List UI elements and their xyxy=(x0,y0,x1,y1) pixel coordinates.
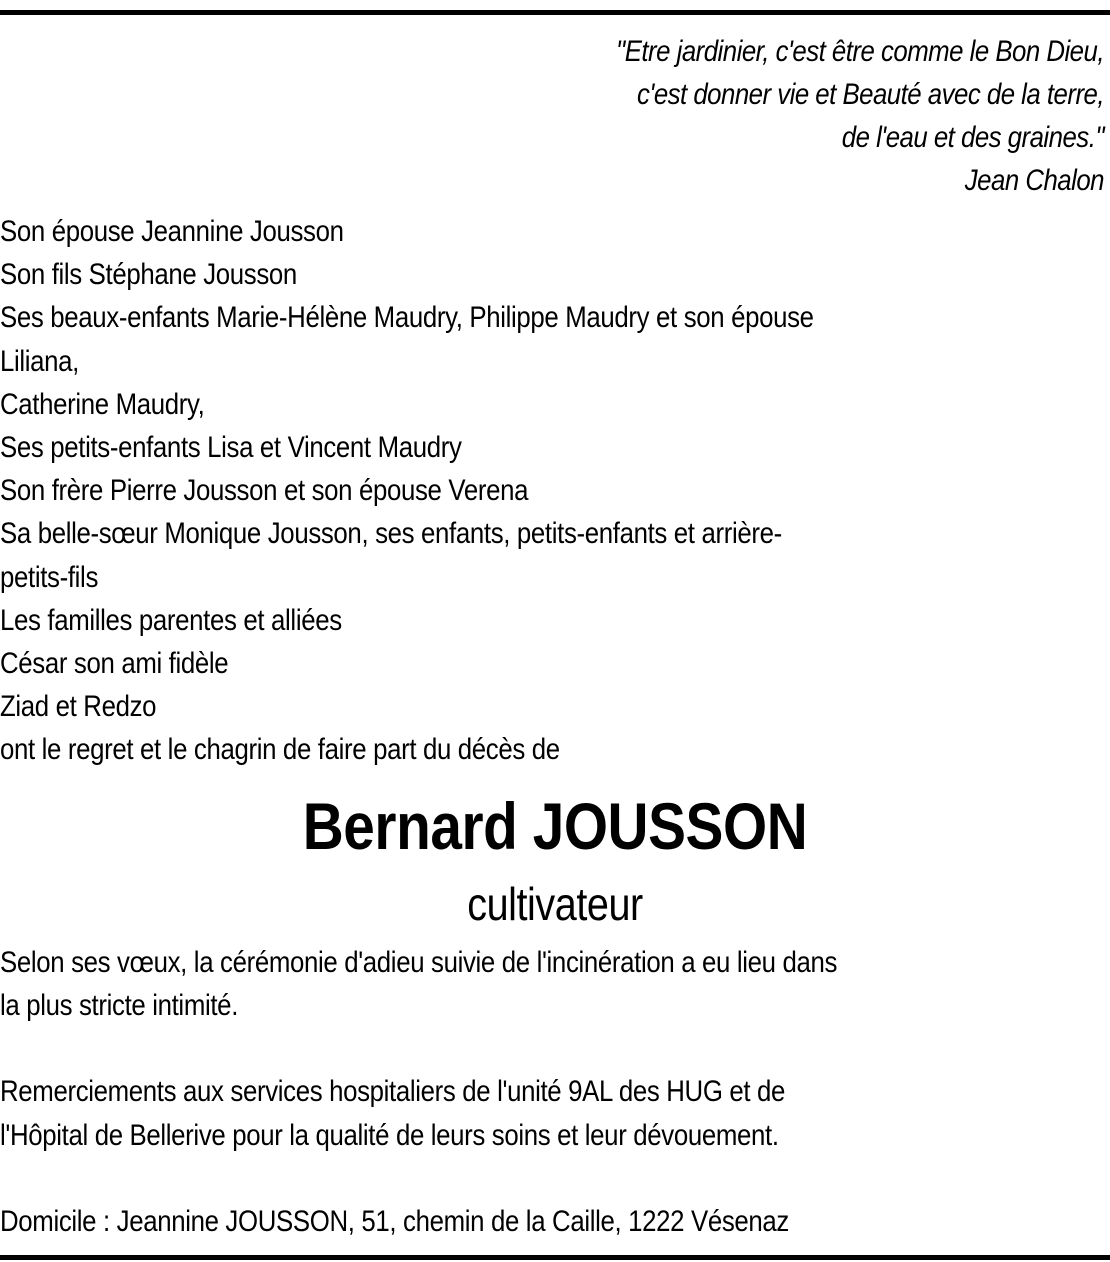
deceased-name: Bernard JOUSSON xyxy=(302,789,808,863)
ceremony-paragraph xyxy=(0,941,1084,1027)
mourner-line: Les familles parentes et alliées xyxy=(0,603,342,637)
quote-line: de l'eau et des graines." xyxy=(841,121,1104,154)
mourner-line: Sa belle-sœur Monique Jousson, ses enfants, petits-enfants et arrière- xyxy=(0,517,782,551)
deceased-profession: cultivateur xyxy=(467,878,643,930)
mourner-line: Son épouse Jeannine Jousson xyxy=(0,215,344,248)
domicile-paragraph xyxy=(0,1200,1084,1243)
epigraph-quote xyxy=(502,30,1104,202)
quote-line: c'est donner vie et Beauté avec de la terre, xyxy=(637,78,1104,111)
thanks-line: l'Hôpital de Bellerive pour la qualité de leurs soins et leur dévouement. xyxy=(0,1118,779,1152)
mourner-line: petits-fils xyxy=(0,560,99,594)
domicile-line: Domicile : Jeannine JOUSSON, 51, chemin de la Caille, 1222 Vésenaz xyxy=(0,1204,789,1238)
mourner-line: César son ami fidèle xyxy=(0,647,229,681)
top-rule xyxy=(0,10,1110,15)
announcement-line: ont le regret et le chagrin de faire part du décès de xyxy=(0,733,560,767)
thanks-line: Remerciements aux services hospitaliers de l'unité 9AL des HUG et de xyxy=(0,1075,786,1109)
mourner-line: Ses beaux-enfants Marie-Hélène Maudry, Philippe Maudry et son épouse xyxy=(0,301,814,335)
mourner-line: Liliana, xyxy=(0,344,80,378)
thanks-paragraph xyxy=(0,1070,1084,1156)
quote-author: Jean Chalon xyxy=(964,164,1104,197)
mourner-line: Ziad et Redzo xyxy=(0,690,157,724)
ceremony-line: Selon ses vœux, la cérémonie d'adieu suivie de l'incinération a eu lieu dans xyxy=(0,946,838,979)
mourner-line: Ses petits-enfants Lisa et Vincent Maudry xyxy=(0,431,462,465)
quote-line: "Etre jardinier, c'est être comme le Bon Dieu, xyxy=(616,35,1104,68)
notice-body xyxy=(0,941,1084,1243)
mourners-list xyxy=(0,210,1066,772)
mourner-line: Catherine Maudry, xyxy=(0,387,205,421)
mourner-line: Son fils Stéphane Jousson xyxy=(0,258,297,292)
ceremony-line: la plus stricte intimité. xyxy=(0,989,239,1023)
mourner-line: Son frère Pierre Jousson et son épouse Verena xyxy=(0,474,529,508)
bottom-rule xyxy=(0,1255,1110,1260)
